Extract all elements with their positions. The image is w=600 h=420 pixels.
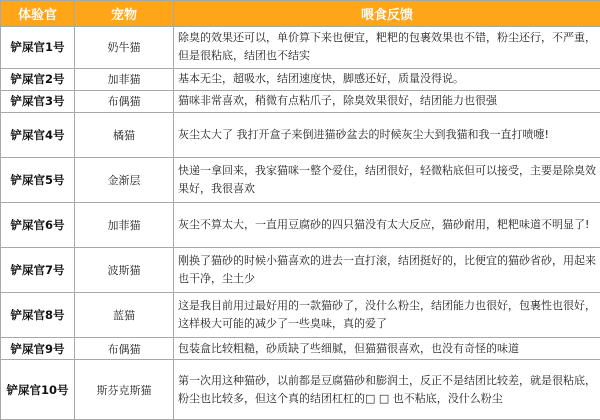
pet-cell: 奶牛猫 xyxy=(75,27,174,69)
reviewer-cell: 铲屎官9号 xyxy=(1,338,75,360)
pet-cell: 加菲猫 xyxy=(75,68,174,90)
reviewer-cell: 铲屎官4号 xyxy=(1,112,75,157)
reviewer-cell: 铲屎官6号 xyxy=(1,203,75,248)
header-reviewer: 体验官 xyxy=(1,1,75,27)
header-pet: 宠物 xyxy=(75,1,174,27)
feedback-cell: 灰尘太大了 我打开盒子来倒进猫砂盆去的时候灰尘大到我猫和我一直打喷嚏! xyxy=(174,112,600,157)
header-feedback: 喂食反馈 xyxy=(174,1,600,27)
reviewer-cell: 铲屎官5号 xyxy=(1,157,75,202)
table-row xyxy=(1,203,600,248)
table-row xyxy=(1,112,600,157)
pet-cell: 橘猫 xyxy=(75,112,174,157)
reviewer-cell: 铲屎官3号 xyxy=(1,90,75,112)
pet-cell: 加菲猫 xyxy=(75,203,174,248)
table-row xyxy=(1,293,600,338)
feedback-cell: 灰尘不算太大，一直用豆腐砂的四只猫没有太大反应，猫砂耐用，粑粑味道不明显了! xyxy=(174,203,600,248)
reviewer-cell: 铲屎官10号 xyxy=(1,360,75,420)
reviewer-cell: 铲屎官7号 xyxy=(1,248,75,293)
table-row xyxy=(1,248,600,293)
reviewer-cell: 铲屎官1号 xyxy=(1,27,75,69)
pet-cell: 波斯猫 xyxy=(75,248,174,293)
feedback-cell: 第一次用这种猫砂，以前都是豆腐猫砂和膨润土，反正不是结团比较差，就是很粘底，粉尘也比较多，但这个真的结团杠杠的□ □ 也不粘底，没什么粉尘 xyxy=(174,360,600,420)
table-row xyxy=(1,68,600,90)
feedback-cell: 基本无尘，超吸水，结团速度快，脚感还好，质量没得说。 xyxy=(174,68,600,90)
feedback-cell: 除臭的效果还可以，单价算下来也便宜，粑粑的包裹效果也不错，粉尘还行，不严重，但是很粘底，结团也不结实 xyxy=(174,27,600,69)
table-row xyxy=(1,27,600,69)
reviewer-cell: 铲屎官8号 xyxy=(1,293,75,338)
feedback-cell: 包装盒比较粗糙，砂质缺了些细腻，但猫猫很喜欢，也没有奇怪的味道 xyxy=(174,338,600,360)
pet-cell: 斯芬克斯猫 xyxy=(75,360,174,420)
pet-cell: 布偶猫 xyxy=(75,338,174,360)
table-row xyxy=(1,157,600,202)
table-body xyxy=(1,27,600,420)
pet-cell: 金渐层 xyxy=(75,157,174,202)
reviewer-cell: 铲屎官2号 xyxy=(1,68,75,90)
feedback-cell: 猫咪非常喜欢，稍微有点粘爪子，除臭效果很好，结团能力也很强 xyxy=(174,90,600,112)
pet-cell: 布偶猫 xyxy=(75,90,174,112)
table-header xyxy=(1,1,600,27)
table-row xyxy=(1,360,600,420)
table-row xyxy=(1,338,600,360)
table-row xyxy=(1,90,600,112)
header-row xyxy=(1,1,600,27)
feedback-cell: 刚换了猫砂的时候小猫喜欢的进去一直打滚，结团挺好的，比便宜的猫砂省砂，用起来也干净，尘土少 xyxy=(174,248,600,293)
feedback-cell: 这是我目前用过最好用的一款猫砂了，没什么粉尘，结团能力也很好，包裹性也很好，这样极大可能的减少了一些臭味，真的爱了 xyxy=(174,293,600,338)
pet-cell: 蓝猫 xyxy=(75,293,174,338)
feedback-cell: 快递一拿回来，我家猫咪一整个爱住，结团很好，轻微粘底但可以接受，主要是除臭效果好，我很喜欢 xyxy=(174,157,600,202)
